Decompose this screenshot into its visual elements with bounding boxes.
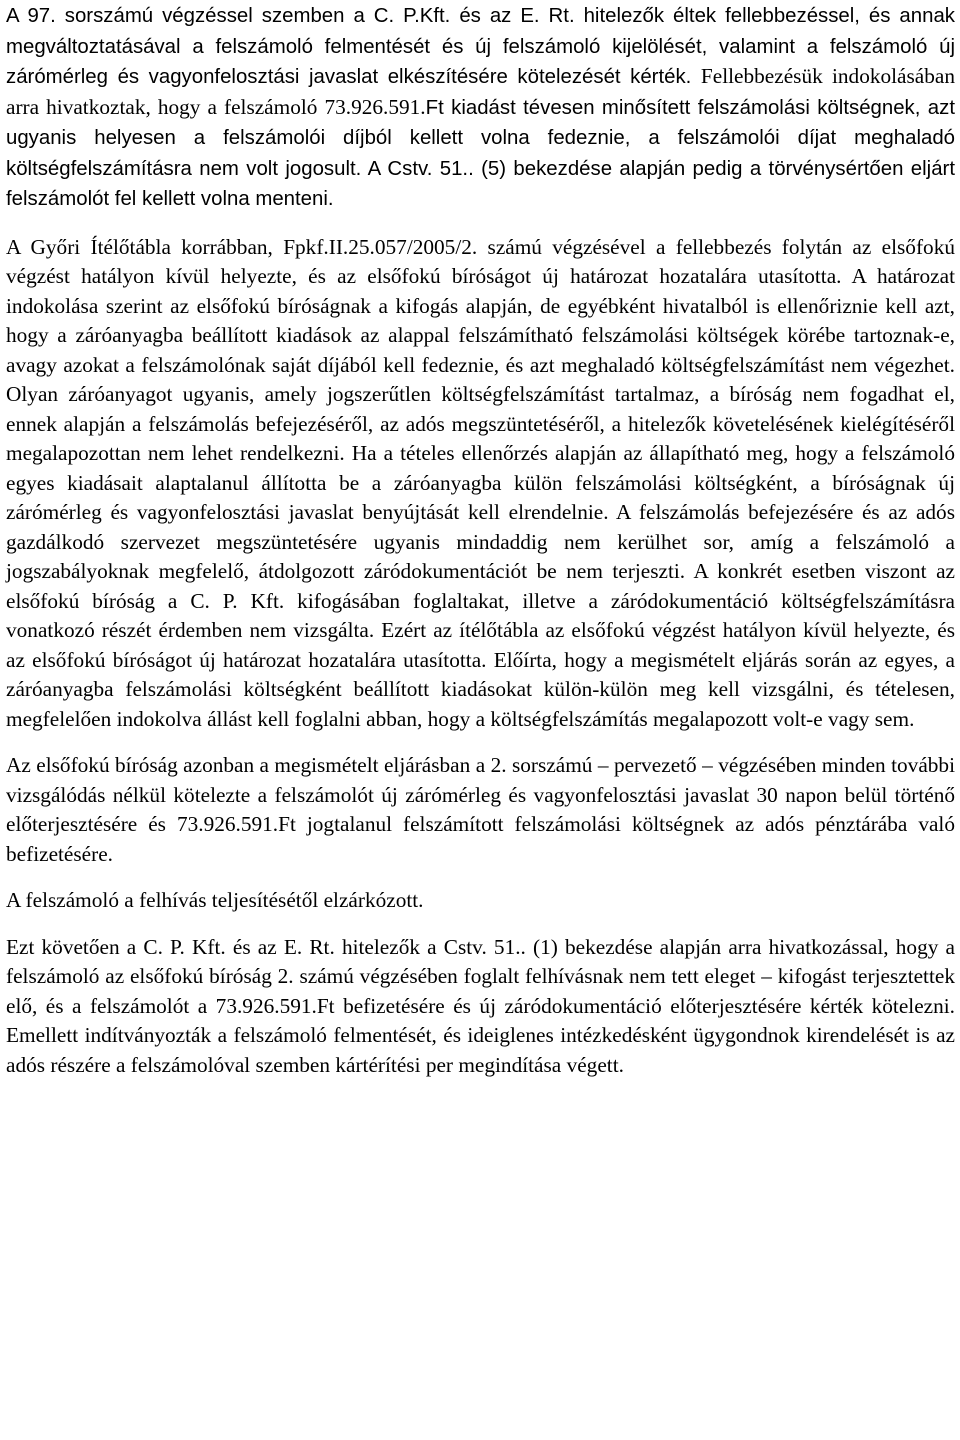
text-run: A 97. sorszámú végzéssel szemben a C. P.Kft. és az E. Rt. hitelezők éltek fellebbezéssel, és annak megváltoztatásával a felszámoló felmentését és új felszámoló kijelölését, valamint a felszámoló új zárómérleg és vagyonfelosztási javaslat elkészítésére kötelezését kérték. (6, 5, 955, 88)
paragraph-appeal-summary (6, 1, 955, 215)
paragraph-liquidator-refusal (6, 886, 955, 916)
text-run: Fellebbezésük indokolásában arra hivatkoztak, hogy a felszámoló 73.926.591. (6, 64, 955, 119)
text-run: A Győri Ítélőtábla korrábban, Fpkf.II.25.057/2005/2. számú végzésével a fellebbezés folytán az elsőfokú végzést hatályon kívül helyezte, és az elsőfokú bíróságot új határozat hozatalára utasította. A határozat indokolása szerint az elsőfokú bíróságnak a kifogás alapján, de egyébként hivatalból is ellenőriznie kell azt, hogy a záróanyagba beállított kiadások az alappal felszámítható felszámolási költségek körébe tartoznak-e, avagy azokat a felszámolónak saját díjából kell fedeznie, és azt meghaladó költségfelszámítást nem végezhet. Olyan záróanyagot ugyanis, amely jogszerűtlen költségfelszámítást tartalmaz, a bíróság nem fogadhat el, ennek alapján a felszámolás befejezéséről, az adós megszüntetéséről, a hitelezők követelésének kielégítéséről megalapozottan nem lehet rendelkezni. Ha a tételes ellenőrzés alapján az állapítható meg, hogy a felszámoló egyes kiadásait alaptalanul állította be a záróanyagba külön felszámolási költségként, a bíróságnak új zárómérleg és vagyonfelosztási javaslat benyújtását kell elrendelnie. A felszámolás befejezésére és az adós gazdálkodó szervezet megszüntetésére ugyanis mindaddig nem kerülhet sor, amíg a felszámoló a jogszabályoknak megfelelő, átdolgozott záródokumentációt be nem terjeszti. A konkrét esetben viszont az elsőfokú bíróság a C. P. Kft. kifogásában foglaltakat, illetve a záródokumentáció költségfelszámításra vonatkozó részét érdemben nem vizsgálta. Ezért az ítélőtábla az elsőfokú végzést hatályon kívül helyezte, és az elsőfokú bíróságot új határozat hozatalára utasította. Előírta, hogy a megismételt eljárás során az egyes, a záróanyagba felszámolási költségként beállított kiadásokat külön-külön meg kell vizsgálni, és tételesen, megfelelően indokolva állást kell foglalni abban, hogy a költségfelszámítás megalapozott volt-e vagy sem. (6, 234, 955, 731)
paragraph-repeated-procedure (6, 751, 955, 869)
paragraph-creditor-objection (6, 933, 955, 1081)
text-run: Az elsőfokú bíróság azonban a megismételt eljárásban a 2. sorszámú – pervezető – végzésében minden további vizsgálódás nélkül kötelezte a felszámolót új zárómérleg és vagyonfelosztási javaslat 30 napon belül történő előterjesztésére és 73.926.591.Ft jogtalanul felszámított felszámolási költségnek az adós pénztárába való befizetésére. (6, 753, 955, 866)
text-run: Ft kiadást tévesen minősített felszámolási költségnek, azt ugyanis helyesen a felszámolói díjból kellett volna fedeznie, a felszámolói díjat meghaladó költségfelszámításra nem volt jogosult. A Cstv. 51.. (5) bekezdése alapján pedig a törvénysértően eljárt felszámolót fel kellett volna menteni. (6, 96, 955, 210)
paragraph-appellate-ruling (6, 233, 955, 735)
text-run: Ezt követően a C. P. Kft. és az E. Rt. hitelezők a Cstv. 51.. (1) bekezdése alapján arra hivatkozással, hogy a felszámoló az elsőfokú bíróság 2. számú végzésében foglalt felhívásnak nem tett eleget – kifogást terjesztettek elő, és a felszámolót a 73.926.591.Ft befizetésére és új záródokumentáció előterjesztésére kérték kötelezni. Emellett indítványozták a felszámoló felmentését, és ideiglenes intézkedésként ügygondnok kirendelését is az adós részére a felszámolóval szemben kártérítési per megindítása végett. (6, 934, 955, 1077)
text-run: A felszámoló a felhívás teljesítésétől elzárkózott. (6, 888, 424, 912)
